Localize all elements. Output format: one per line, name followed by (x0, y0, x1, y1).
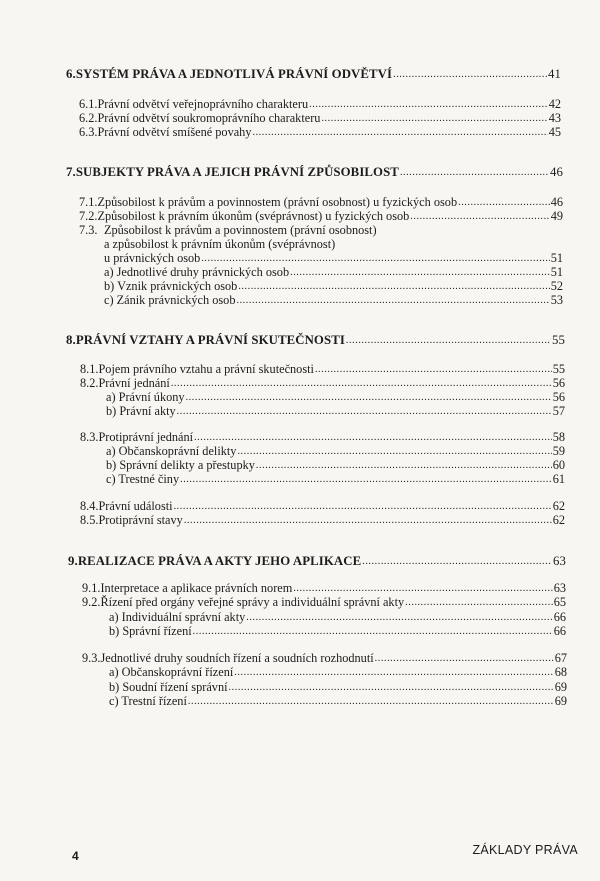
toc-entry-8-3-a (106, 444, 565, 458)
section-title: b) Správní řízení (109, 624, 192, 638)
page-number: 52 (550, 279, 563, 293)
section-number: 9. (68, 554, 78, 568)
page-number: 49 (550, 209, 563, 223)
section-number: 7.1. (79, 195, 98, 209)
section-title: a způsobilost k právním úkonům (svéprávnost) (104, 237, 336, 251)
section-title: SYSTÉM PRÁVA A JEDNOTLIVÁ PRÁVNÍ ODVĚTVÍ (75, 67, 393, 81)
page-number: 68 (554, 665, 567, 679)
toc-entry-8-5 (80, 513, 565, 527)
toc-entry-8-2-a (106, 390, 565, 404)
section-title: c) Trestné činy (106, 472, 180, 486)
page-number: 43 (548, 111, 561, 125)
page-number: 67 (554, 651, 567, 665)
dot-leader (184, 512, 552, 528)
page-number: 61 (552, 472, 565, 486)
section-title: Právní události (98, 499, 173, 513)
toc-entry-9-2-b (109, 624, 566, 638)
toc-heading-9 (68, 554, 566, 568)
dot-leader (193, 623, 553, 639)
page-number: 56 (552, 376, 565, 390)
page-number: 42 (548, 97, 561, 111)
section-number: 8.5. (80, 513, 99, 527)
dot-leader (177, 403, 552, 419)
section-number: 6.2. (79, 111, 98, 125)
section-number: 8.3. (80, 430, 99, 444)
section-title: REALIZACE PRÁVA A AKTY JEHO APLIKACE (77, 554, 362, 568)
dot-leader (234, 664, 553, 680)
dot-leader (252, 124, 547, 140)
section-title: u právnických osob (104, 251, 201, 265)
dot-leader (362, 553, 552, 569)
section-number: 8. (66, 333, 76, 347)
section-number: 7.3. (79, 223, 98, 237)
page-number: 58 (552, 430, 565, 444)
section-number: 6. (66, 67, 76, 81)
section-title: Způsobilost k právům a povinnostem (právní osobnost) (104, 223, 377, 237)
toc-entry-7-3-line2 (104, 237, 563, 251)
section-title: Pojem právního vztahu a právní skutečnosti (98, 362, 314, 376)
section-title: b) Správní delikty a přestupky (106, 458, 255, 472)
section-title: a) Právní úkony (106, 390, 185, 404)
toc-entry-9-1 (82, 581, 566, 595)
section-title: Způsobilost k právním úkonům (svéprávnost) u fyzických osob (97, 209, 410, 223)
page-number: 51 (550, 265, 563, 279)
section-title: Jednotlivé druhy soudních řízení a soudních rozhodnutí (100, 651, 374, 665)
toc-entry-6-1 (79, 97, 561, 111)
page-number: 46 (550, 195, 563, 209)
toc-heading-6 (66, 67, 561, 81)
page-number: 56 (552, 390, 565, 404)
toc-entry-9-3-b (109, 680, 567, 694)
page-number: 63 (553, 554, 566, 568)
toc-heading-8 (66, 333, 565, 347)
page-number: 66 (553, 624, 566, 638)
page-number: 63 (553, 581, 566, 595)
dot-leader (410, 208, 549, 224)
page-number: 60 (552, 458, 565, 472)
section-number: 6.3. (79, 125, 98, 139)
page-number: 51 (550, 251, 563, 265)
page-number: 55 (552, 362, 565, 376)
page-number: 59 (552, 444, 565, 458)
toc-entry-8-4 (80, 499, 565, 513)
toc-entry-9-3 (82, 651, 567, 665)
section-number: 8.4. (80, 499, 99, 513)
page-number: 69 (554, 680, 567, 694)
page-number: 66 (553, 610, 566, 624)
toc-entry-8-1 (80, 362, 565, 376)
dot-leader (236, 292, 549, 308)
section-title: PRÁVNÍ VZTAHY A PRÁVNÍ SKUTEČNOSTI (75, 333, 345, 347)
section-number: 8.1. (80, 362, 99, 376)
dot-leader (405, 594, 553, 610)
toc-entry-6-3 (79, 125, 561, 139)
section-title: Protiprávní jednání (98, 430, 194, 444)
section-title: c) Zánik právnických osob (104, 293, 236, 307)
page-number: 62 (552, 499, 565, 513)
toc-entry-7-2 (79, 209, 563, 223)
page-number: 62 (552, 513, 565, 527)
toc-entry-8-3-b (106, 458, 565, 472)
section-title: b) Právní akty (106, 404, 176, 418)
page-number: 53 (550, 293, 563, 307)
section-title: Právní odvětví smíšené povahy (97, 125, 252, 139)
page-number: 57 (552, 404, 565, 418)
section-title: Právní odvětví veřejnoprávního charakteru (97, 97, 309, 111)
page-number: 65 (553, 595, 566, 609)
section-number: 8.2. (80, 376, 99, 390)
toc-entry-9-2-a (109, 610, 566, 624)
dot-leader (393, 66, 547, 82)
section-title: a) Občanskoprávní delikty (106, 444, 237, 458)
page-number: 46 (550, 165, 563, 179)
toc-entry-8-3-c (106, 472, 565, 486)
toc-entry-6-2 (79, 111, 561, 125)
footer-page-number: 4 (72, 849, 79, 863)
section-title: Protiprávní stavy (98, 513, 183, 527)
page-number: 69 (554, 694, 567, 708)
section-title: Způsobilost k právům a povinnostem (právní osobnost) u fyzických osob (97, 195, 458, 209)
dot-leader (188, 693, 554, 709)
toc-entry-8-2-b (106, 404, 565, 418)
toc-entry-9-2 (82, 595, 566, 609)
section-title: a) Občanskoprávní řízení (109, 665, 234, 679)
toc-entry-7-3 (79, 223, 563, 237)
toc-entry-8-3 (80, 430, 565, 444)
toc-entry-9-3-a (109, 665, 567, 679)
dot-leader (400, 164, 549, 180)
toc-entry-7-3-line3 (104, 251, 563, 265)
toc-entry-7-3-c (104, 293, 563, 307)
section-title: b) Soudní řízení správní (109, 680, 228, 694)
toc-entry-7-1 (79, 195, 563, 209)
toc-entry-7-3-b (104, 279, 563, 293)
toc-entry-8-2 (80, 376, 565, 390)
section-number: 9.2. (82, 595, 101, 609)
section-title: SUBJEKTY PRÁVA A JEJICH PRÁVNÍ ZPŮSOBILOST (75, 165, 399, 179)
section-title: Právní odvětví soukromoprávního charakteru (97, 111, 321, 125)
section-title: a) Jednotlivé druhy právnických osob (104, 265, 290, 279)
page-number: 41 (548, 67, 561, 81)
section-title: a) Individuální správní akty (109, 610, 246, 624)
page-number: 45 (548, 125, 561, 139)
section-number: 9.3. (82, 651, 101, 665)
dot-leader (180, 471, 552, 487)
section-title: b) Vznik právnických osob (104, 279, 238, 293)
section-title: c) Trestní řízení (109, 694, 187, 708)
section-title: Řízení před orgány veřejné správy a individuální správní akty (100, 595, 405, 609)
toc-entry-9-3-c (109, 694, 567, 708)
toc-heading-7 (66, 165, 563, 179)
dot-leader (346, 332, 551, 348)
section-title: Interpretace a aplikace právních norem (100, 581, 293, 595)
section-number: 6.1. (79, 97, 98, 111)
section-number: 7. (66, 165, 76, 179)
page-number: 55 (552, 333, 565, 347)
toc-entry-7-3-a (104, 265, 563, 279)
section-number: 9.1. (82, 581, 101, 595)
section-number: 7.2. (79, 209, 98, 223)
section-title: Právní jednání (98, 376, 170, 390)
footer-book-title: ZÁKLADY PRÁVA (472, 843, 578, 857)
